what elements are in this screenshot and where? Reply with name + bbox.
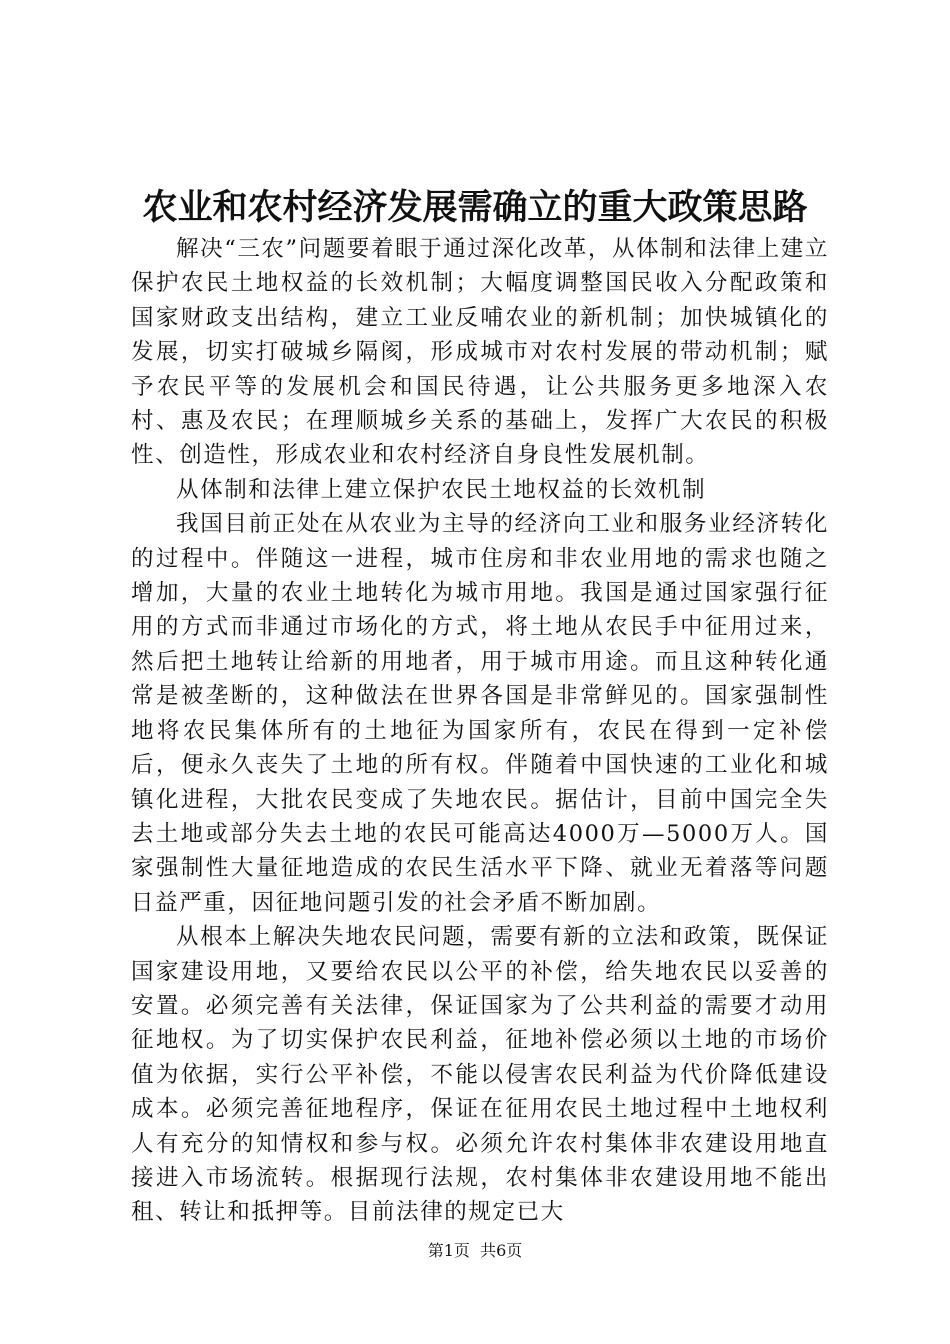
document-body (131, 232, 829, 1230)
page-number: 第1页 (427, 1241, 470, 1260)
paragraph-solution: 从根本上解决失地农民问题，需要有新的立法和政策，既保证国家建设用地，又要给农民以公平的补偿，给失地农民以妥善的安置。必须完善有关法律，保证国家为了公共利益的需要才动用征地权。为了切实保护农民利益，征地补偿必须以土地的市场价值为依据，实行公平补偿，不能以侵害农民利益为代价降低建设成本。必须完善征地程序，保证在征用农民土地过程中土地权利人有充分的知情权和参与权。必须允许农村集体非农建设用地直接进入市场流转。根据现行法规，农村集体非农建设用地不能出租、转让和抵押等。目前法律的规定已大 (131, 924, 829, 1226)
page-total: 共6页 (480, 1241, 523, 1260)
paragraph-intro: 解决“三农”问题要着眼于通过深化改革，从体制和法律上建立保护农民土地权益的长效机制；大幅度调整国民收入分配政策和国家财政支出结构，建立工业反哺农业的新机制；加快城镇化的发展，切实打破城乡隔阂，形成城市对农村发展的带动机制；赋予农民平等的发展机会和国民待遇，让公共服务更多地深入农村、惠及农民；在理顺城乡关系的基础上，发挥广大农民的积极性、创造性，形成农业和农村经济自身良性发展机制。 (131, 236, 829, 469)
section-heading: 从体制和法律上建立保护农民土地权益的长效机制 (176, 476, 707, 503)
document-title: 农业和农村经济发展需确立的重大政策思路 (142, 187, 808, 228)
page-footer (0, 1240, 950, 1262)
paragraph-land-conversion: 我国目前正处在从农业为主导的经济向工业和服务业经济转化的过程中。伴随这一进程，城市住房和非农业用地的需求也随之增加，大量的农业土地转化为城市用地。我国是通过国家强行征用的方式而非通过市场化的方式，将土地从农民手中征用过来，然后把土地转让给新的用地者，用于城市用途。而且这种转化通常是被垄断的，这种做法在世界各国是非常鲜见的。国家强制性地将农民集体所有的土地征为国家所有，农民在得到一定补偿后，便永久丧失了土地的所有权。伴随着中国快速的工业化和城镇化进程，大批农民变成了失地农民。据估计，目前中国完全失去土地或部分失去土地的农民可能高达4000万—5000万人。国家强制性大量征地造成的农民生活水平下降、就业无着落等问题日益严重，因征地问题引发的社会矛盾不断加剧。 (131, 511, 829, 916)
